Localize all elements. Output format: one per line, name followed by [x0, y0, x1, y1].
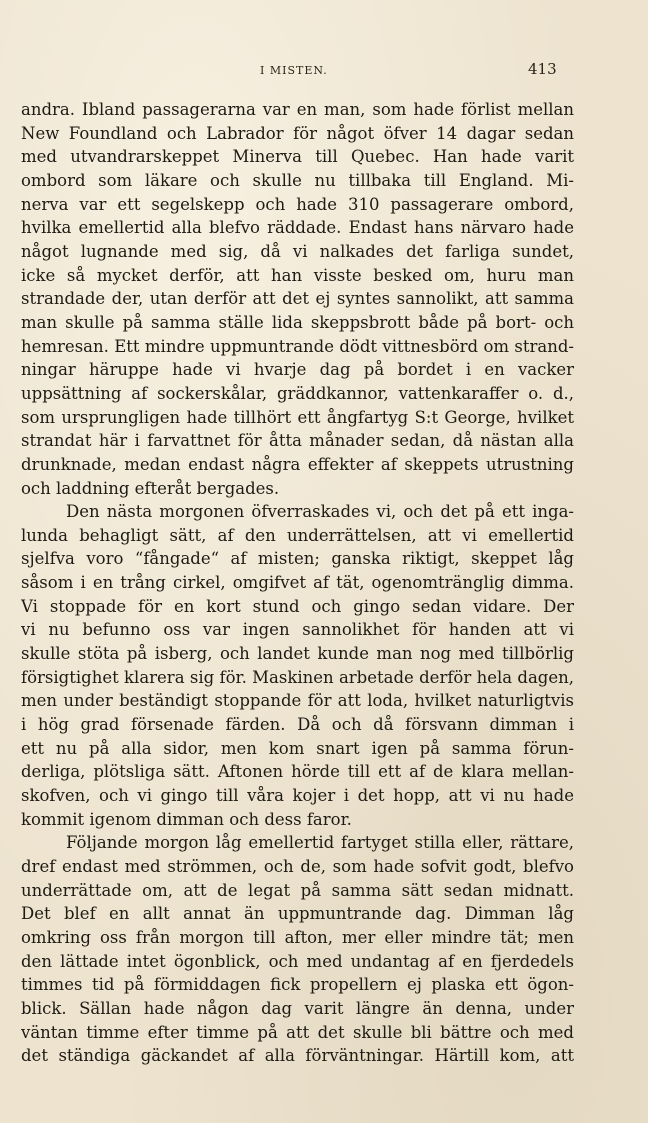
body-text: [21, 98, 574, 1068]
text-line: med utvandrarskeppet Minerva till Quebec. Han hade varit: [21, 147, 574, 167]
text-line: Den nästa morgonen öfverraskades vi, och det på ett inga-: [66, 502, 574, 522]
text-line: omkring oss från morgon till afton, mer eller mindre tät; men: [21, 927, 574, 947]
text-line: och laddning efteråt bergades.: [21, 478, 280, 498]
text-line: Vi stoppade för en kort stund och gingo sedan vidare. Der: [21, 596, 574, 616]
text-line: underrättade om, att de legat på samma sätt sedan midnatt.: [21, 880, 574, 900]
text-line: Det blef en allt annat än uppmuntrande dag. Dimman låg: [21, 904, 574, 924]
text-line: väntan timme efter timme på att det skulle bli bättre och med: [21, 1022, 574, 1042]
text-line: hemresan. Ett mindre uppmuntrande dödt vittnesbörd om strand-: [21, 336, 574, 356]
text-line: skulle stöta på isberg, och landet kunde man nog med tillbörlig: [21, 644, 574, 664]
text-line: derliga, plötsliga sätt. Aftonen hörde till ett af de klara mellan-: [21, 762, 574, 782]
text-line: uppsättning af sockerskålar, gräddkannor, vattenkaraffer o. d.,: [21, 383, 574, 403]
text-line: ett nu på alla sidor, men kom snart igen på samma förun-: [21, 738, 574, 758]
text-line: nerva var ett segelskepp och hade 310 passagerare ombord,: [21, 194, 574, 214]
text-line: drunknade, medan endast några effekter af skeppets utrustning: [21, 454, 574, 474]
text-line: strandat här i farvattnet för åtta månader sedan, då nästan alla: [21, 431, 574, 451]
text-line: timmes tid på förmiddagen fick propellern ej plaska ett ögon-: [21, 975, 574, 995]
text-line: den lättade intet ögonblick, och med undantag af en fjerdedels: [21, 951, 574, 971]
text-line: skofven, och vi gingo till våra kojer i det hopp, att vi nu hade: [21, 786, 574, 806]
text-line: New Foundland och Labrador för något öfver 14 dagar sedan: [21, 123, 574, 143]
text-line: något lugnande med sig, då vi nalkades det farliga sundet,: [21, 241, 574, 261]
text-line: ombord som läkare och skulle nu tillbaka till England. Mi-: [21, 170, 574, 190]
running-head: I MISTEN.: [260, 64, 328, 77]
text-line: dref endast med strömmen, och de, som hade sofvit godt, blefvo: [21, 857, 574, 876]
text-line: ningar häruppe hade vi hvarje dag på bordet i en vacker: [21, 360, 574, 380]
text-line: lunda behagligt sätt, af den underrättelsen, att vi emellertid: [21, 525, 574, 545]
text-line: Följande morgon låg emellertid fartyget stilla eller, rättare,: [66, 833, 574, 853]
text-line: andra. Ibland passagerarna var en man, som hade förlist mellan: [21, 100, 574, 119]
text-line: hvilka emellertid alla blefvo räddade. Endast hans närvaro hade: [21, 218, 574, 238]
text-line: försigtighet klarera sig för. Maskinen arbetade derför hela dagen,: [21, 667, 574, 687]
text-line: som ursprungligen hade tillhört ett ångfartyg S:t George, hvilket: [21, 407, 574, 427]
text-line: strandade der, utan derför att det ej syntes sannolikt, att samma: [21, 289, 574, 309]
page-number: 413: [528, 60, 557, 78]
text-line: blick. Sällan hade någon dag varit längre än denna, under: [21, 998, 574, 1018]
text-line: men under beständigt stoppande för att loda, hvilket naturligtvis: [21, 691, 574, 711]
text-line: icke så mycket derför, att han visste besked om, huru man: [21, 265, 574, 285]
text-line: man skulle på samma ställe lida skeppsbrott både på bort- och: [21, 312, 574, 332]
text-line: i hög grad försenade färden. Då och då försvann dimman i: [21, 715, 574, 735]
text-line: såsom i en trång cirkel, omgifvet af tät, ogenomtränglig dimma.: [21, 573, 574, 593]
text-line: sjelfva voro “fångade“ af misten; ganska riktigt, skeppet låg: [21, 549, 574, 569]
text-line: vi nu befunno oss var ingen sannolikhet för handen att vi: [21, 620, 574, 640]
text-line: det ständiga gäckandet af alla förväntningar. Härtill kom, att: [21, 1046, 574, 1066]
text-line: kommit igenom dimman och dess faror.: [21, 809, 352, 829]
